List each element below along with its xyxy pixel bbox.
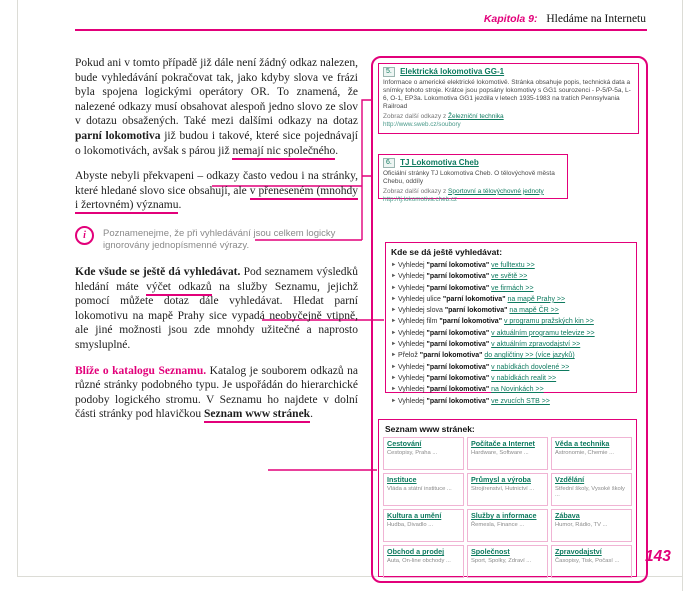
category-sublinks: Cestopisy, Praha ... <box>387 449 438 456</box>
text-run: Vyhledej <box>397 273 427 281</box>
option-link: ve fulltextu >> <box>491 262 535 269</box>
option-link: v programu pražských kin >> <box>503 318 594 326</box>
text-run: Pokud ani v tomto případě již dále není žádný odkaz nalezen, bude vyhledávání pokračovat tak, jako kdyby slova ve frázi byla spojena logickými operátory OR. To znamená, že nalezené odkazy musí obsahovat alespoň jedno slovo ze slov v dotazu obsažených. Také mezi dalšími odkazy na dotaz <box>75 57 358 128</box>
note-text: Poznamenejme, že při vyhledávání jsou celkem logicky ignorovány jednopísmenné výrazy. <box>103 227 336 251</box>
bold-phrase: parní lokomotiva <box>75 129 161 142</box>
text-run: Vyhledej <box>397 397 427 405</box>
query-phrase: "parní lokomotiva" <box>442 295 506 303</box>
query-phrase: "parní lokomotiva" <box>426 341 490 349</box>
option-link: do angličtiny >> (více jazyků) <box>484 352 575 360</box>
query-phrase: "parní lokomotiva" <box>426 329 490 337</box>
query-phrase: "parní lokomotiva" <box>426 262 490 269</box>
catalog-category <box>551 473 632 506</box>
text-run: Katalog je souborem odkazů na různé stránky podobného typu. Je uspořádán do hierarchické podoby logického stromu. V Seznamu ho najdete v dolní části stránky pod hlavičkou <box>75 364 359 421</box>
search-option <box>391 271 631 282</box>
option-link: na Novinkách >> <box>491 386 544 394</box>
paragraph-lead: Blíže o katalogu Seznamu. <box>75 364 207 377</box>
search-option <box>391 260 631 271</box>
screenshot-panel <box>371 56 648 583</box>
search-result-5 <box>378 63 639 134</box>
search-option <box>391 350 631 361</box>
category-link: Železniční technika <box>448 112 504 120</box>
search-option <box>391 316 631 327</box>
catalog-category <box>383 509 464 542</box>
result-title-link: TJ Lokomotiva Cheb <box>400 158 479 167</box>
category-sublinks: Hardware, Software ... <box>471 449 529 456</box>
paragraph-warning <box>75 169 358 213</box>
paragraph-where-else <box>75 265 358 353</box>
result-heading <box>383 67 634 77</box>
text-run: Pod seznamem výsledků hledání máte <box>75 265 358 293</box>
result-url: http://tj.lokomotiva.cheb.cz <box>383 195 458 203</box>
category-sublinks: Časopisy, Tisk, Počasí ... <box>555 557 620 564</box>
highlighted-phrase: Seznam www stránek <box>204 408 310 423</box>
category-sublinks: Astronomie, Chemie ... <box>555 449 614 456</box>
paragraph-or-operator <box>75 56 358 158</box>
catalog-category <box>383 545 464 578</box>
option-link: na mapě Prahy >> <box>507 295 566 303</box>
query-phrase: "parní lokomotiva" <box>426 374 490 382</box>
options-list <box>391 260 631 407</box>
catalog-category <box>467 437 548 470</box>
search-option <box>391 283 631 294</box>
text-run: Vyhledej <box>397 329 427 337</box>
page-edge-line <box>17 0 18 577</box>
catalog-category <box>467 509 548 542</box>
search-option <box>391 305 631 316</box>
text-run: . <box>178 199 182 212</box>
category-title-link: Zpravodajství <box>555 547 602 556</box>
query-phrase: "parní lokomotiva" <box>439 318 503 326</box>
paragraph-lead: Kde všude se ještě dá vyhledávat. <box>75 265 241 278</box>
search-option <box>391 396 631 407</box>
page-header <box>484 13 646 25</box>
category-sublinks: Vláda a státní instituce ... <box>387 485 452 492</box>
result-more-line <box>383 113 634 121</box>
query-phrase: "parní lokomotiva" <box>426 363 490 371</box>
text-run: Vyhledej <box>397 386 427 394</box>
text-run: Zobraz další odkazy z <box>383 112 449 120</box>
text-run: Vyhledej film <box>397 318 440 326</box>
catalog-category <box>551 545 632 578</box>
catalog-category <box>551 509 632 542</box>
category-sublinks: Auta, On-line obchody ... <box>387 557 451 564</box>
category-title-link: Obchod a prodej <box>387 547 445 556</box>
search-result-6 <box>378 154 568 203</box>
header-rule <box>75 29 647 31</box>
text-run: Vyhledej <box>397 262 427 269</box>
catalog-grid <box>383 437 632 578</box>
result-description: Oficiální stránky TJ Lokomotiva Cheb. O tělovýchově města Chebu, oddíly <box>383 170 555 185</box>
catalog-category <box>551 437 632 470</box>
category-title-link: Věda a technika <box>555 439 610 448</box>
text-run: Vyhledej slova <box>397 307 445 315</box>
catalog-category <box>383 437 464 470</box>
catalog-heading: Seznam www stránek: <box>385 424 475 434</box>
category-sublinks: Střední školy, Vysoké školy ... <box>555 485 625 499</box>
paragraph-catalog <box>75 364 358 422</box>
category-link: Sportovní a tělovýchovné jednoty <box>448 187 544 195</box>
text-run: Abyste nebyli překvapeni – odkazy často vedou i na stránky, které hledané slovo sice obsahují, ale <box>75 170 358 197</box>
search-option <box>391 339 631 350</box>
result-number: 6. <box>383 158 395 168</box>
page-edge-line <box>682 0 683 591</box>
article-column <box>75 56 358 433</box>
highlighted-phrase: výčet odkazů <box>146 281 212 296</box>
highlighted-phrase: nemají nic společného <box>232 145 335 160</box>
query-phrase: "parní lokomotiva" <box>419 352 483 360</box>
search-option <box>391 362 631 373</box>
result-title-link: Elektrická lokomotiva GG-1 <box>400 67 505 76</box>
option-link: v nabídkách realit >> <box>491 374 557 382</box>
text-run: Vyhledej ulice <box>397 295 443 303</box>
text-run: . <box>310 408 313 421</box>
category-title-link: Cestování <box>387 439 422 448</box>
category-title-link: Kultura a umění <box>387 511 442 520</box>
option-link: v aktuálním programu televize >> <box>491 329 595 337</box>
options-heading: Kde se dá ještě vyhledávat: <box>391 247 503 257</box>
option-link: na mapě ČR >> <box>509 307 559 315</box>
query-phrase: "parní lokomotiva" <box>426 273 490 281</box>
query-phrase: "parní lokomotiva" <box>426 284 490 292</box>
text-run: Přelož <box>397 352 420 360</box>
category-title-link: Společnost <box>471 547 510 556</box>
option-link: v aktuálním zpravodajství >> <box>491 341 581 349</box>
query-phrase: "parní lokomotiva" <box>444 307 508 315</box>
category-sublinks: Hudba, Divadlo ... <box>387 521 434 528</box>
category-title-link: Průmysl a výroba <box>471 475 531 484</box>
result-url: http://www.sweb.cz/soubory <box>383 120 461 128</box>
result-heading <box>383 158 563 168</box>
category-title-link: Instituce <box>387 475 417 484</box>
chapter-label: Kapitola 9: <box>483 13 538 25</box>
category-sublinks: Řemesla, Finance ... <box>471 521 525 528</box>
option-link: ve světě >> <box>491 273 528 281</box>
result-more-line <box>383 188 563 196</box>
more-search-options-box <box>385 242 637 405</box>
option-link: v nabídkách dovolené >> <box>491 363 570 371</box>
text-run: Vyhledej <box>397 341 427 349</box>
catalog-category <box>467 545 548 578</box>
category-title-link: Zábava <box>555 511 580 520</box>
category-sublinks: Humor, Rádio, TV ... <box>555 521 608 528</box>
result-description: Informace o americké elektrické lokomotivě. Stránka obsahuje popis, technická data a snímky tohoto stroje. Krátce jsou popsány lokomotivy s GG1 sourozenci - P-5/P-5a, L-6, O-1, EP3a. Lokomotiva GG1 jezdila v letech 1935-1983 na tratích Pennsylvania Railroad <box>383 79 631 110</box>
catalog-category <box>383 473 464 506</box>
option-link: ve firmách >> <box>491 284 534 292</box>
search-option <box>391 373 631 384</box>
category-title-link: Služby a informace <box>471 511 537 520</box>
page-number: 143 <box>645 548 671 565</box>
text-run: Vyhledej <box>397 363 427 371</box>
text-run: na služby Seznamu, jejichž pomocí můžete dotaz dále vyhledávat. Hledat parní lokomotivu na mapě Prahy sice vypadá neobyčejně vtipně, ale jiné možnosti jsou zde mnohdy užitečné a naprosto smysluplné. <box>75 280 358 351</box>
highlighted-phrase: v přeneseném (mnohdy i žertovném) významu <box>75 185 358 215</box>
category-sublinks: Sport, Spolky, Zdraví ... <box>471 557 532 564</box>
search-option <box>391 328 631 339</box>
query-phrase: "parní lokomotiva" <box>426 386 490 394</box>
option-link: ve zvucích STB >> <box>491 397 550 405</box>
text-run: . <box>335 144 339 157</box>
search-option <box>391 384 631 395</box>
chapter-title: Hledáme na Internetu <box>546 13 646 25</box>
text-run: již budou i takové, které sice pojednávají o lokomotivách, avšak s párou již <box>75 129 358 157</box>
result-number: 5. <box>383 67 395 77</box>
info-icon: i <box>75 226 94 245</box>
category-title-link: Počítače a Internet <box>471 439 535 448</box>
category-title-link: Vzdělání <box>555 475 585 484</box>
text-run: Vyhledej <box>397 284 427 292</box>
text-run: Vyhledej <box>397 374 427 382</box>
query-phrase: "parní lokomotiva" <box>426 397 490 405</box>
catalog-box <box>378 419 637 577</box>
info-note <box>75 226 358 252</box>
category-sublinks: Strojírenství, Hutnictví ... <box>471 485 535 492</box>
text-run: Zobraz další odkazy z <box>383 187 449 195</box>
search-option <box>391 294 631 305</box>
catalog-category <box>467 473 548 506</box>
